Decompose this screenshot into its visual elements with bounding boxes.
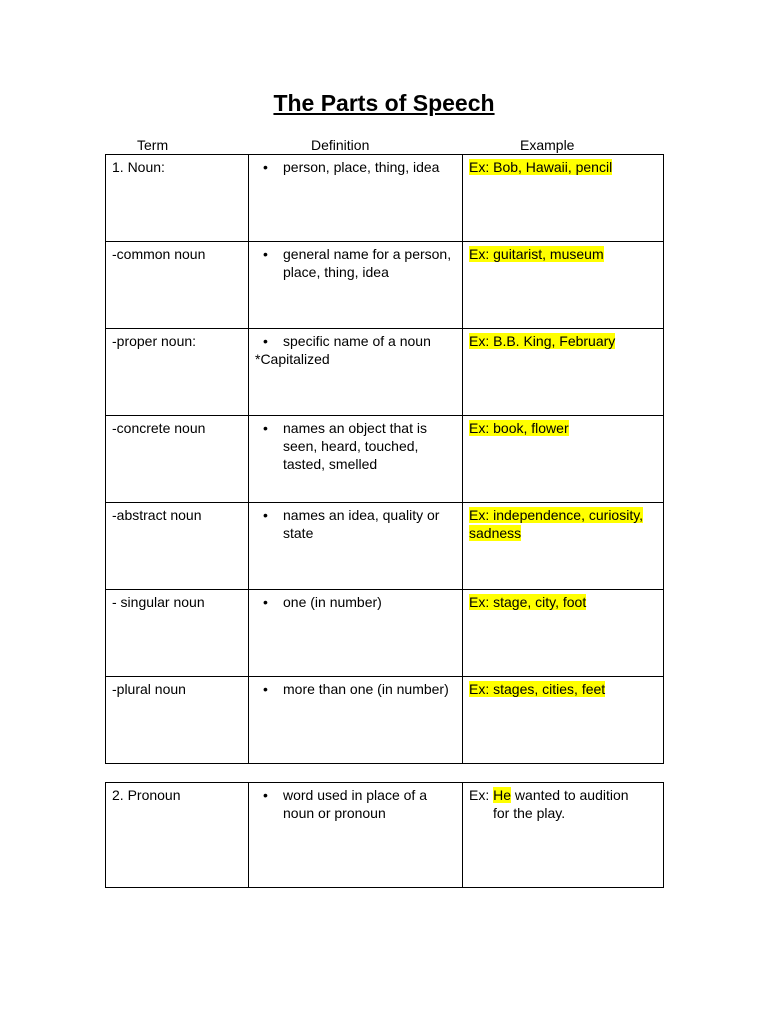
example-line-1: [469, 786, 657, 804]
example-text: Ex: stages, cities, feet: [469, 681, 606, 697]
example-cell: [463, 677, 664, 764]
definition-text: names an object that is seen, heard, touched, tasted, smelled: [283, 420, 427, 472]
example-cell: [463, 590, 664, 677]
example-highlight: He: [493, 787, 512, 803]
column-header-definition: Definition: [311, 137, 370, 153]
column-header-term: Term: [137, 137, 169, 153]
term-cell: 1. Noun:: [106, 155, 249, 242]
definition-cell: [249, 329, 463, 416]
bullet-icon: •: [263, 159, 268, 175]
term-cell: -proper noun:: [106, 329, 249, 416]
table-row: [106, 503, 664, 590]
table-row: [106, 329, 664, 416]
definition-cell: [249, 503, 463, 590]
example-cell: [463, 416, 664, 503]
definition-text: word used in place of a noun or pronoun: [283, 787, 427, 821]
table-row: [106, 155, 664, 242]
definition-text: names an idea, quality or state: [283, 507, 440, 541]
example-cell: [463, 783, 664, 888]
definition-cell: [249, 242, 463, 329]
definition-text: person, place, thing, idea: [283, 159, 440, 175]
term-cell: -plural noun: [106, 677, 249, 764]
bullet-icon: •: [263, 420, 268, 436]
definition-text: specific name of a noun: [283, 333, 431, 349]
example-cell: [463, 242, 664, 329]
table-row: [106, 677, 664, 764]
definition-text: one (in number): [283, 594, 382, 610]
definition-cell: [249, 155, 463, 242]
page-title: The Parts of Speech: [273, 90, 495, 116]
bullet-icon: •: [263, 333, 268, 349]
example-line-2: for the play.: [493, 805, 566, 821]
example-text: Ex: Bob, Hawaii, pencil: [469, 159, 613, 175]
example-prefix: Ex:: [469, 787, 494, 803]
definition-note: *Capitalized: [255, 351, 330, 367]
example-rest: wanted to audition: [511, 787, 629, 803]
noun-table: [105, 154, 664, 764]
definition-cell: [249, 783, 463, 888]
column-header-example: Example: [520, 137, 575, 153]
bullet-icon: •: [263, 787, 268, 803]
term-cell: - singular noun: [106, 590, 249, 677]
term-cell: -common noun: [106, 242, 249, 329]
definition-cell: [249, 590, 463, 677]
definition-cell: [249, 677, 463, 764]
table-row: [106, 242, 664, 329]
term-cell: -abstract noun: [106, 503, 249, 590]
table-row: [106, 416, 664, 503]
example-text: Ex: stage, city, foot: [469, 594, 587, 610]
term-cell: 2. Pronoun: [106, 783, 249, 888]
bullet-icon: •: [263, 681, 268, 697]
example-cell: [463, 329, 664, 416]
example-cell: [463, 503, 664, 590]
bullet-icon: •: [263, 594, 268, 610]
definition-text: more than one (in number): [283, 681, 449, 697]
example-text: Ex: guitarist, museum: [469, 246, 604, 262]
example-cell: [463, 155, 664, 242]
bullet-icon: •: [263, 507, 268, 523]
pronoun-table: [105, 782, 664, 888]
table-row: [106, 590, 664, 677]
term-cell: -concrete noun: [106, 416, 249, 503]
definition-text: general name for a person, place, thing, idea: [283, 246, 452, 280]
bullet-icon: •: [263, 246, 268, 262]
table-row: [106, 783, 664, 888]
definition-cell: [249, 416, 463, 503]
example-text: Ex: book, flower: [469, 420, 569, 436]
example-text: Ex: independence, curiosity, sadness: [469, 507, 644, 541]
example-text: Ex: B.B. King, February: [469, 333, 616, 349]
